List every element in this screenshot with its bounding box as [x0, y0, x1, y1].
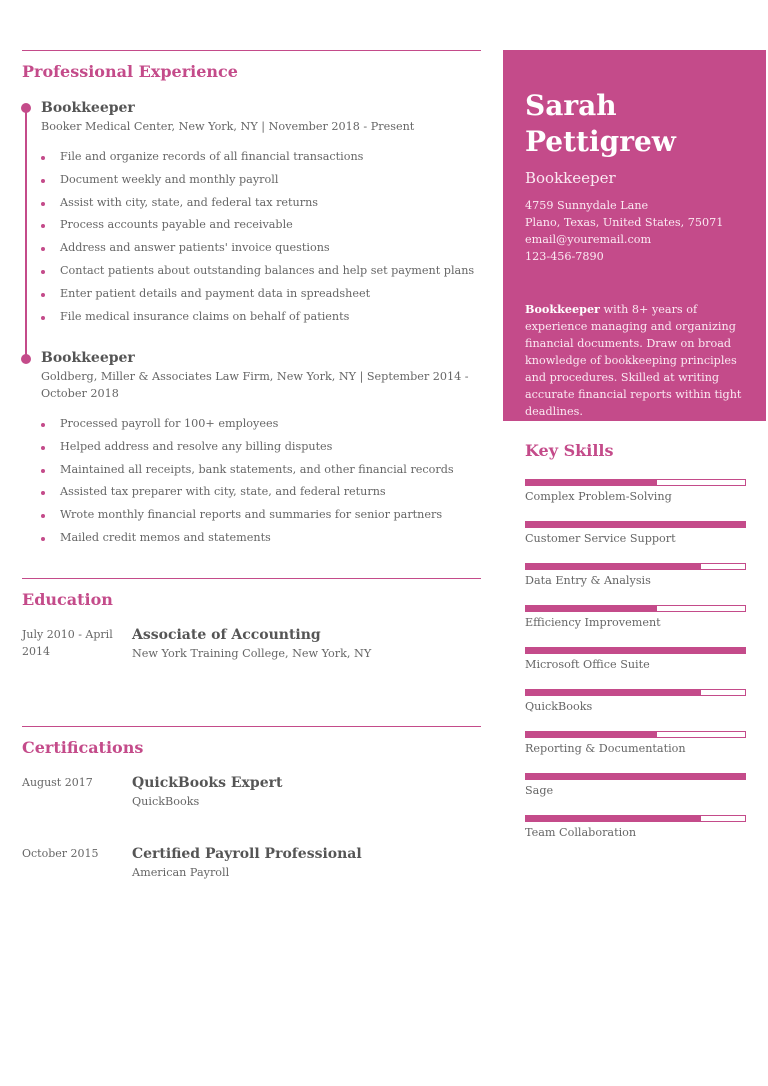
skill-level-fill [526, 648, 745, 653]
skill-level-fill [526, 480, 657, 485]
education-date: July 2010 - April 2014 [22, 628, 113, 658]
list-item: Address and answer patients' invoice questions [41, 240, 486, 263]
list-item: Mailed credit memos and statements [41, 530, 486, 553]
job-bullets [41, 416, 486, 553]
skill-level-bar [525, 731, 746, 738]
list-item: Contact patients about outstanding balances and help set payment plans [41, 263, 486, 286]
list-item: Wrote monthly financial reports and summaries for senior partners [41, 507, 486, 530]
certification-body [132, 774, 282, 810]
job-meta: Goldberg, Miller & Associates Law Firm, New York, NY | September 2014 - October 2018 [41, 370, 469, 400]
skill-level-bar [525, 521, 746, 528]
section-divider [22, 578, 481, 579]
profile-panel [503, 50, 766, 421]
experience-heading: Professional Experience [22, 62, 238, 81]
education-body [132, 626, 371, 662]
list-item: Maintained all receipts, bank statements, and other financial records [41, 462, 486, 485]
job-bullets [41, 149, 486, 331]
list-item: Assist with city, state, and federal tax returns [41, 195, 486, 218]
list-item: Document weekly and monthly payroll [41, 172, 486, 195]
education-heading: Education [22, 590, 113, 609]
skill-item [525, 605, 746, 647]
first-name: Sarah [525, 89, 617, 122]
phone-number: 123-456-7890 [525, 250, 604, 263]
timeline-dot [21, 354, 31, 364]
contact-info [525, 197, 723, 265]
skill-label: Reporting & Documentation [525, 742, 686, 755]
skill-item [525, 521, 746, 563]
address-line: 4759 Sunnydale Lane [525, 199, 649, 212]
skill-item [525, 815, 746, 857]
timeline-line [25, 108, 27, 360]
section-divider [22, 50, 481, 51]
list-item: Process accounts payable and receivable [41, 217, 486, 240]
list-item: Processed payroll for 100+ employees [41, 416, 486, 439]
list-item: File and organize records of all financial transactions [41, 149, 486, 172]
email-link[interactable]: email@youremail.com [525, 233, 652, 246]
skill-label: Microsoft Office Suite [525, 658, 650, 671]
certification-issuer: American Payroll [132, 866, 230, 879]
skill-level-bar [525, 815, 746, 822]
job-title: Bookkeeper [41, 100, 135, 116]
city-line: Plano, Texas, United States, 75071 [525, 216, 724, 229]
skill-level-bar [525, 563, 746, 570]
school-name: New York Training College, New York, NY [132, 647, 372, 660]
list-item: Helped address and resolve any billing disputes [41, 439, 486, 462]
certification-date: October 2015 [22, 847, 99, 860]
last-name: Pettigrew [525, 125, 676, 158]
list-item: File medical insurance claims on behalf of patients [41, 309, 486, 332]
certification-name: Certified Payroll Professional [132, 846, 362, 862]
skill-item [525, 773, 746, 815]
timeline-dot [21, 103, 31, 113]
key-skills [525, 440, 746, 839]
skill-level-bar [525, 773, 746, 780]
certifications-heading: Certifications [22, 738, 144, 757]
skill-level-fill [526, 522, 745, 527]
skill-label: Complex Problem-Solving [525, 490, 672, 503]
certification-date: August 2017 [22, 776, 93, 789]
skill-label: Customer Service Support [525, 532, 676, 545]
skill-item [525, 647, 746, 689]
skill-item [525, 689, 746, 731]
candidate-name [525, 88, 676, 160]
certification-issuer: QuickBooks [132, 795, 200, 808]
skill-label: Sage [525, 784, 554, 797]
summary-text: with 8+ years of experience managing and organizing financial documents. Draw on broad knowledge of bookkeeping principles and procedures. Skilled at writing accurate financial reports within tight deadlines. [525, 303, 742, 418]
job-meta: Booker Medical Center, New York, NY | November 2018 - Present [41, 120, 415, 133]
skill-level-fill [526, 606, 657, 611]
skill-level-fill [526, 816, 701, 821]
section-divider [22, 726, 481, 727]
job-entry [41, 349, 486, 553]
certification-name: QuickBooks Expert [132, 775, 283, 791]
skill-label: Team Collaboration [525, 826, 637, 839]
job-entry [41, 99, 486, 331]
skill-item [525, 563, 746, 605]
skill-item [525, 731, 746, 773]
skill-item [525, 479, 746, 521]
job-title: Bookkeeper [41, 350, 135, 366]
summary-lead: Bookkeeper [525, 302, 600, 316]
candidate-title: Bookkeeper [525, 169, 616, 187]
skill-label: QuickBooks [525, 700, 593, 713]
skill-level-fill [526, 774, 745, 779]
skill-label: Data Entry & Analysis [525, 574, 651, 587]
skill-level-bar [525, 647, 746, 654]
skill-level-bar [525, 479, 746, 486]
skill-level-bar [525, 605, 746, 612]
skills-heading: Key Skills [525, 441, 614, 460]
skill-level-fill [526, 564, 701, 569]
skill-level-bar [525, 689, 746, 696]
list-item: Assisted tax preparer with city, state, and federal returns [41, 484, 486, 507]
certification-body [132, 845, 362, 881]
list-item: Enter patient details and payment data in spreadsheet [41, 286, 486, 309]
degree-title: Associate of Accounting [132, 627, 321, 643]
skill-level-fill [526, 732, 657, 737]
profile-summary [525, 301, 751, 420]
skill-label: Efficiency Improvement [525, 616, 661, 629]
skill-level-fill [526, 690, 701, 695]
